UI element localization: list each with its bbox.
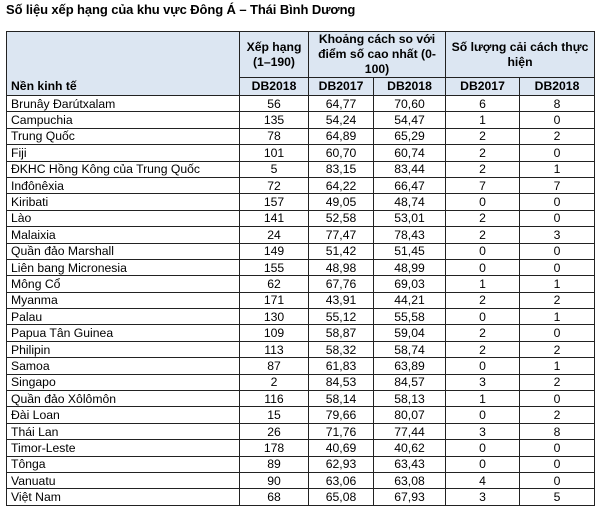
ranking-table <box>6 31 595 506</box>
reforms-2018-cell: 0 <box>520 472 595 488</box>
rank-2018-cell: 72 <box>240 177 309 193</box>
rank-2018-cell: 141 <box>240 210 309 226</box>
dtf-2017-cell: 64,89 <box>309 128 374 144</box>
dtf-2017-cell: 61,83 <box>309 358 374 374</box>
table-row <box>7 325 595 341</box>
reforms-2017-cell: 1 <box>446 391 520 407</box>
table-row <box>7 194 595 210</box>
economy-cell: Quần đảo Marshall <box>7 243 240 259</box>
dtf-2018-cell: 40,62 <box>374 440 446 456</box>
table-row <box>7 276 595 292</box>
reforms-2017-cell: 0 <box>446 243 520 259</box>
economy-cell: Lào <box>7 210 240 226</box>
dtf-2017-cell: 52,58 <box>309 210 374 226</box>
dtf-2018-cell: 48,74 <box>374 194 446 210</box>
rank-2018-cell: 5 <box>240 161 309 177</box>
rank-2018-cell: 26 <box>240 423 309 439</box>
dtf-2018-cell: 60,74 <box>374 145 446 161</box>
dtf-2018-cell: 67,93 <box>374 489 446 505</box>
table-row <box>7 128 595 144</box>
dtf-2018-cell: 54,47 <box>374 112 446 128</box>
reforms-2017-cell: 0 <box>446 456 520 472</box>
dtf-2017-cell: 84,53 <box>309 374 374 390</box>
rank-2018-cell: 15 <box>240 407 309 423</box>
dtf-2017-cell: 83,15 <box>309 161 374 177</box>
economy-cell: Việt Nam <box>7 489 240 505</box>
header-reforms-db2018: DB2018 <box>520 78 595 96</box>
dtf-2018-cell: 70,60 <box>374 96 446 112</box>
reforms-2017-cell: 2 <box>446 128 520 144</box>
rank-2018-cell: 113 <box>240 341 309 357</box>
dtf-2018-cell: 65,29 <box>374 128 446 144</box>
economy-cell: Kiribati <box>7 194 240 210</box>
table-row <box>7 407 595 423</box>
economy-cell: Papua Tân Guinea <box>7 325 240 341</box>
reforms-2018-cell: 2 <box>520 128 595 144</box>
dtf-2018-cell: 84,57 <box>374 374 446 390</box>
dtf-2018-cell: 55,58 <box>374 309 446 325</box>
table-row <box>7 374 595 390</box>
reforms-2018-cell: 0 <box>520 243 595 259</box>
dtf-2017-cell: 71,76 <box>309 423 374 439</box>
dtf-2017-cell: 77,47 <box>309 227 374 243</box>
dtf-2017-cell: 58,87 <box>309 325 374 341</box>
reforms-2017-cell: 2 <box>446 161 520 177</box>
reforms-2017-cell: 7 <box>446 177 520 193</box>
reforms-2017-cell: 3 <box>446 423 520 439</box>
reforms-2017-cell: 2 <box>446 341 520 357</box>
reforms-2018-cell: 3 <box>520 227 595 243</box>
reforms-2018-cell: 0 <box>520 325 595 341</box>
header-reforms-group: Số lượng cải cách thực hiện <box>446 32 595 78</box>
reforms-2017-cell: 2 <box>446 325 520 341</box>
table-row <box>7 227 595 243</box>
reforms-2017-cell: 0 <box>446 309 520 325</box>
table-body <box>7 96 595 506</box>
rank-2018-cell: 24 <box>240 227 309 243</box>
economy-cell: Inđônêxia <box>7 177 240 193</box>
economy-cell: Liên bang Micronesia <box>7 259 240 275</box>
reforms-2017-cell: 0 <box>446 259 520 275</box>
dtf-2018-cell: 80,07 <box>374 407 446 423</box>
dtf-2017-cell: 60,70 <box>309 145 374 161</box>
reforms-2018-cell: 0 <box>520 210 595 226</box>
dtf-2017-cell: 58,14 <box>309 391 374 407</box>
table-row <box>7 177 595 193</box>
table-row <box>7 161 595 177</box>
table-row <box>7 440 595 456</box>
reforms-2017-cell: 2 <box>446 292 520 308</box>
reforms-2017-cell: 0 <box>446 440 520 456</box>
economy-cell: Timor-Leste <box>7 440 240 456</box>
dtf-2017-cell: 62,93 <box>309 456 374 472</box>
rank-2018-cell: 171 <box>240 292 309 308</box>
reforms-2018-cell: 1 <box>520 161 595 177</box>
reforms-2018-cell: 2 <box>520 292 595 308</box>
reforms-2017-cell: 2 <box>446 145 520 161</box>
dtf-2018-cell: 59,04 <box>374 325 446 341</box>
page-title: Số liệu xếp hạng của khu vực Đông Á – Thái Bình Dương <box>6 2 356 17</box>
dtf-2018-cell: 63,89 <box>374 358 446 374</box>
economy-cell: Fiji <box>7 145 240 161</box>
rank-2018-cell: 68 <box>240 489 309 505</box>
reforms-2017-cell: 1 <box>446 276 520 292</box>
dtf-2017-cell: 55,12 <box>309 309 374 325</box>
rank-2018-cell: 90 <box>240 472 309 488</box>
rank-2018-cell: 89 <box>240 456 309 472</box>
header-rank-group: Xếp hạng (1–190) <box>240 32 309 78</box>
rank-2018-cell: 149 <box>240 243 309 259</box>
reforms-2017-cell: 0 <box>446 358 520 374</box>
economy-cell: Campuchia <box>7 112 240 128</box>
dtf-2017-cell: 65,08 <box>309 489 374 505</box>
rank-2018-cell: 135 <box>240 112 309 128</box>
dtf-2017-cell: 43,91 <box>309 292 374 308</box>
dtf-2017-cell: 48,98 <box>309 259 374 275</box>
reforms-2018-cell: 0 <box>520 112 595 128</box>
economy-cell: Trung Quốc <box>7 128 240 144</box>
economy-cell: ĐKHC Hồng Kông của Trung Quốc <box>7 161 240 177</box>
dtf-2018-cell: 63,08 <box>374 472 446 488</box>
rank-2018-cell: 87 <box>240 358 309 374</box>
dtf-2017-cell: 51,42 <box>309 243 374 259</box>
reforms-2018-cell: 1 <box>520 358 595 374</box>
header-dtf-db2017: DB2017 <box>309 78 374 96</box>
table-row <box>7 472 595 488</box>
reforms-2017-cell: 6 <box>446 96 520 112</box>
reforms-2018-cell: 2 <box>520 374 595 390</box>
economy-cell: Malaixia <box>7 227 240 243</box>
economy-cell: Quần đảo Xôlômôn <box>7 391 240 407</box>
reforms-2017-cell: 1 <box>446 112 520 128</box>
table-row <box>7 145 595 161</box>
header-dtf-group: Khoảng cách so với điểm số cao nhất (0-100) <box>309 32 446 78</box>
reforms-2017-cell: 3 <box>446 489 520 505</box>
reforms-2018-cell: 8 <box>520 423 595 439</box>
reforms-2018-cell: 2 <box>520 407 595 423</box>
rank-2018-cell: 157 <box>240 194 309 210</box>
dtf-2018-cell: 63,43 <box>374 456 446 472</box>
table-row <box>7 210 595 226</box>
economy-cell: Vanuatu <box>7 472 240 488</box>
reforms-2017-cell: 4 <box>446 472 520 488</box>
economy-cell: Thái Lan <box>7 423 240 439</box>
dtf-2018-cell: 48,99 <box>374 259 446 275</box>
dtf-2018-cell: 58,74 <box>374 341 446 357</box>
reforms-2017-cell: 2 <box>446 227 520 243</box>
reforms-2018-cell: 1 <box>520 276 595 292</box>
table-row <box>7 96 595 112</box>
header-reforms-db2017: DB2017 <box>446 78 520 96</box>
reforms-2018-cell: 0 <box>520 194 595 210</box>
economy-cell: Palau <box>7 309 240 325</box>
rank-2018-cell: 116 <box>240 391 309 407</box>
reforms-2018-cell: 0 <box>520 456 595 472</box>
rank-2018-cell: 2 <box>240 374 309 390</box>
dtf-2017-cell: 49,05 <box>309 194 374 210</box>
dtf-2017-cell: 79,66 <box>309 407 374 423</box>
reforms-2018-cell: 2 <box>520 341 595 357</box>
table-row <box>7 112 595 128</box>
table-row <box>7 341 595 357</box>
header-rank-db2018: DB2018 <box>240 78 309 96</box>
reforms-2018-cell: 0 <box>520 440 595 456</box>
reforms-2018-cell: 0 <box>520 391 595 407</box>
economy-cell: Đài Loan <box>7 407 240 423</box>
rank-2018-cell: 56 <box>240 96 309 112</box>
rank-2018-cell: 101 <box>240 145 309 161</box>
header-economy: Nền kinh tế <box>7 32 240 96</box>
table-row <box>7 391 595 407</box>
table-row <box>7 456 595 472</box>
economy-cell: Brunây Đarútxalam <box>7 96 240 112</box>
table-row <box>7 423 595 439</box>
table-row <box>7 259 595 275</box>
dtf-2018-cell: 44,21 <box>374 292 446 308</box>
dtf-2018-cell: 78,43 <box>374 227 446 243</box>
header-dtf-db2018: DB2018 <box>374 78 446 96</box>
reforms-2018-cell: 8 <box>520 96 595 112</box>
economy-cell: Philipin <box>7 341 240 357</box>
reforms-2017-cell: 0 <box>446 407 520 423</box>
dtf-2018-cell: 69,03 <box>374 276 446 292</box>
dtf-2018-cell: 83,44 <box>374 161 446 177</box>
economy-cell: Singapo <box>7 374 240 390</box>
table-row <box>7 309 595 325</box>
dtf-2018-cell: 53,01 <box>374 210 446 226</box>
rank-2018-cell: 178 <box>240 440 309 456</box>
reforms-2017-cell: 0 <box>446 194 520 210</box>
dtf-2018-cell: 66,47 <box>374 177 446 193</box>
dtf-2017-cell: 54,24 <box>309 112 374 128</box>
economy-cell: Samoa <box>7 358 240 374</box>
rank-2018-cell: 130 <box>240 309 309 325</box>
header-row-top <box>7 32 595 78</box>
dtf-2017-cell: 58,32 <box>309 341 374 357</box>
economy-cell: Myanma <box>7 292 240 308</box>
table-row <box>7 243 595 259</box>
dtf-2018-cell: 58,13 <box>374 391 446 407</box>
economy-cell: Tônga <box>7 456 240 472</box>
reforms-2018-cell: 7 <box>520 177 595 193</box>
dtf-2018-cell: 77,44 <box>374 423 446 439</box>
rank-2018-cell: 62 <box>240 276 309 292</box>
dtf-2017-cell: 63,06 <box>309 472 374 488</box>
rank-2018-cell: 109 <box>240 325 309 341</box>
reforms-2018-cell: 0 <box>520 259 595 275</box>
reforms-2017-cell: 3 <box>446 374 520 390</box>
dtf-2017-cell: 40,69 <box>309 440 374 456</box>
reforms-2018-cell: 5 <box>520 489 595 505</box>
dtf-2017-cell: 64,77 <box>309 96 374 112</box>
dtf-2018-cell: 51,45 <box>374 243 446 259</box>
reforms-2018-cell: 0 <box>520 145 595 161</box>
table-row <box>7 358 595 374</box>
dtf-2017-cell: 67,76 <box>309 276 374 292</box>
rank-2018-cell: 155 <box>240 259 309 275</box>
rank-2018-cell: 78 <box>240 128 309 144</box>
reforms-2018-cell: 1 <box>520 309 595 325</box>
reforms-2017-cell: 2 <box>446 210 520 226</box>
economy-cell: Mông Cổ <box>7 276 240 292</box>
dtf-2017-cell: 64,22 <box>309 177 374 193</box>
table-row <box>7 292 595 308</box>
